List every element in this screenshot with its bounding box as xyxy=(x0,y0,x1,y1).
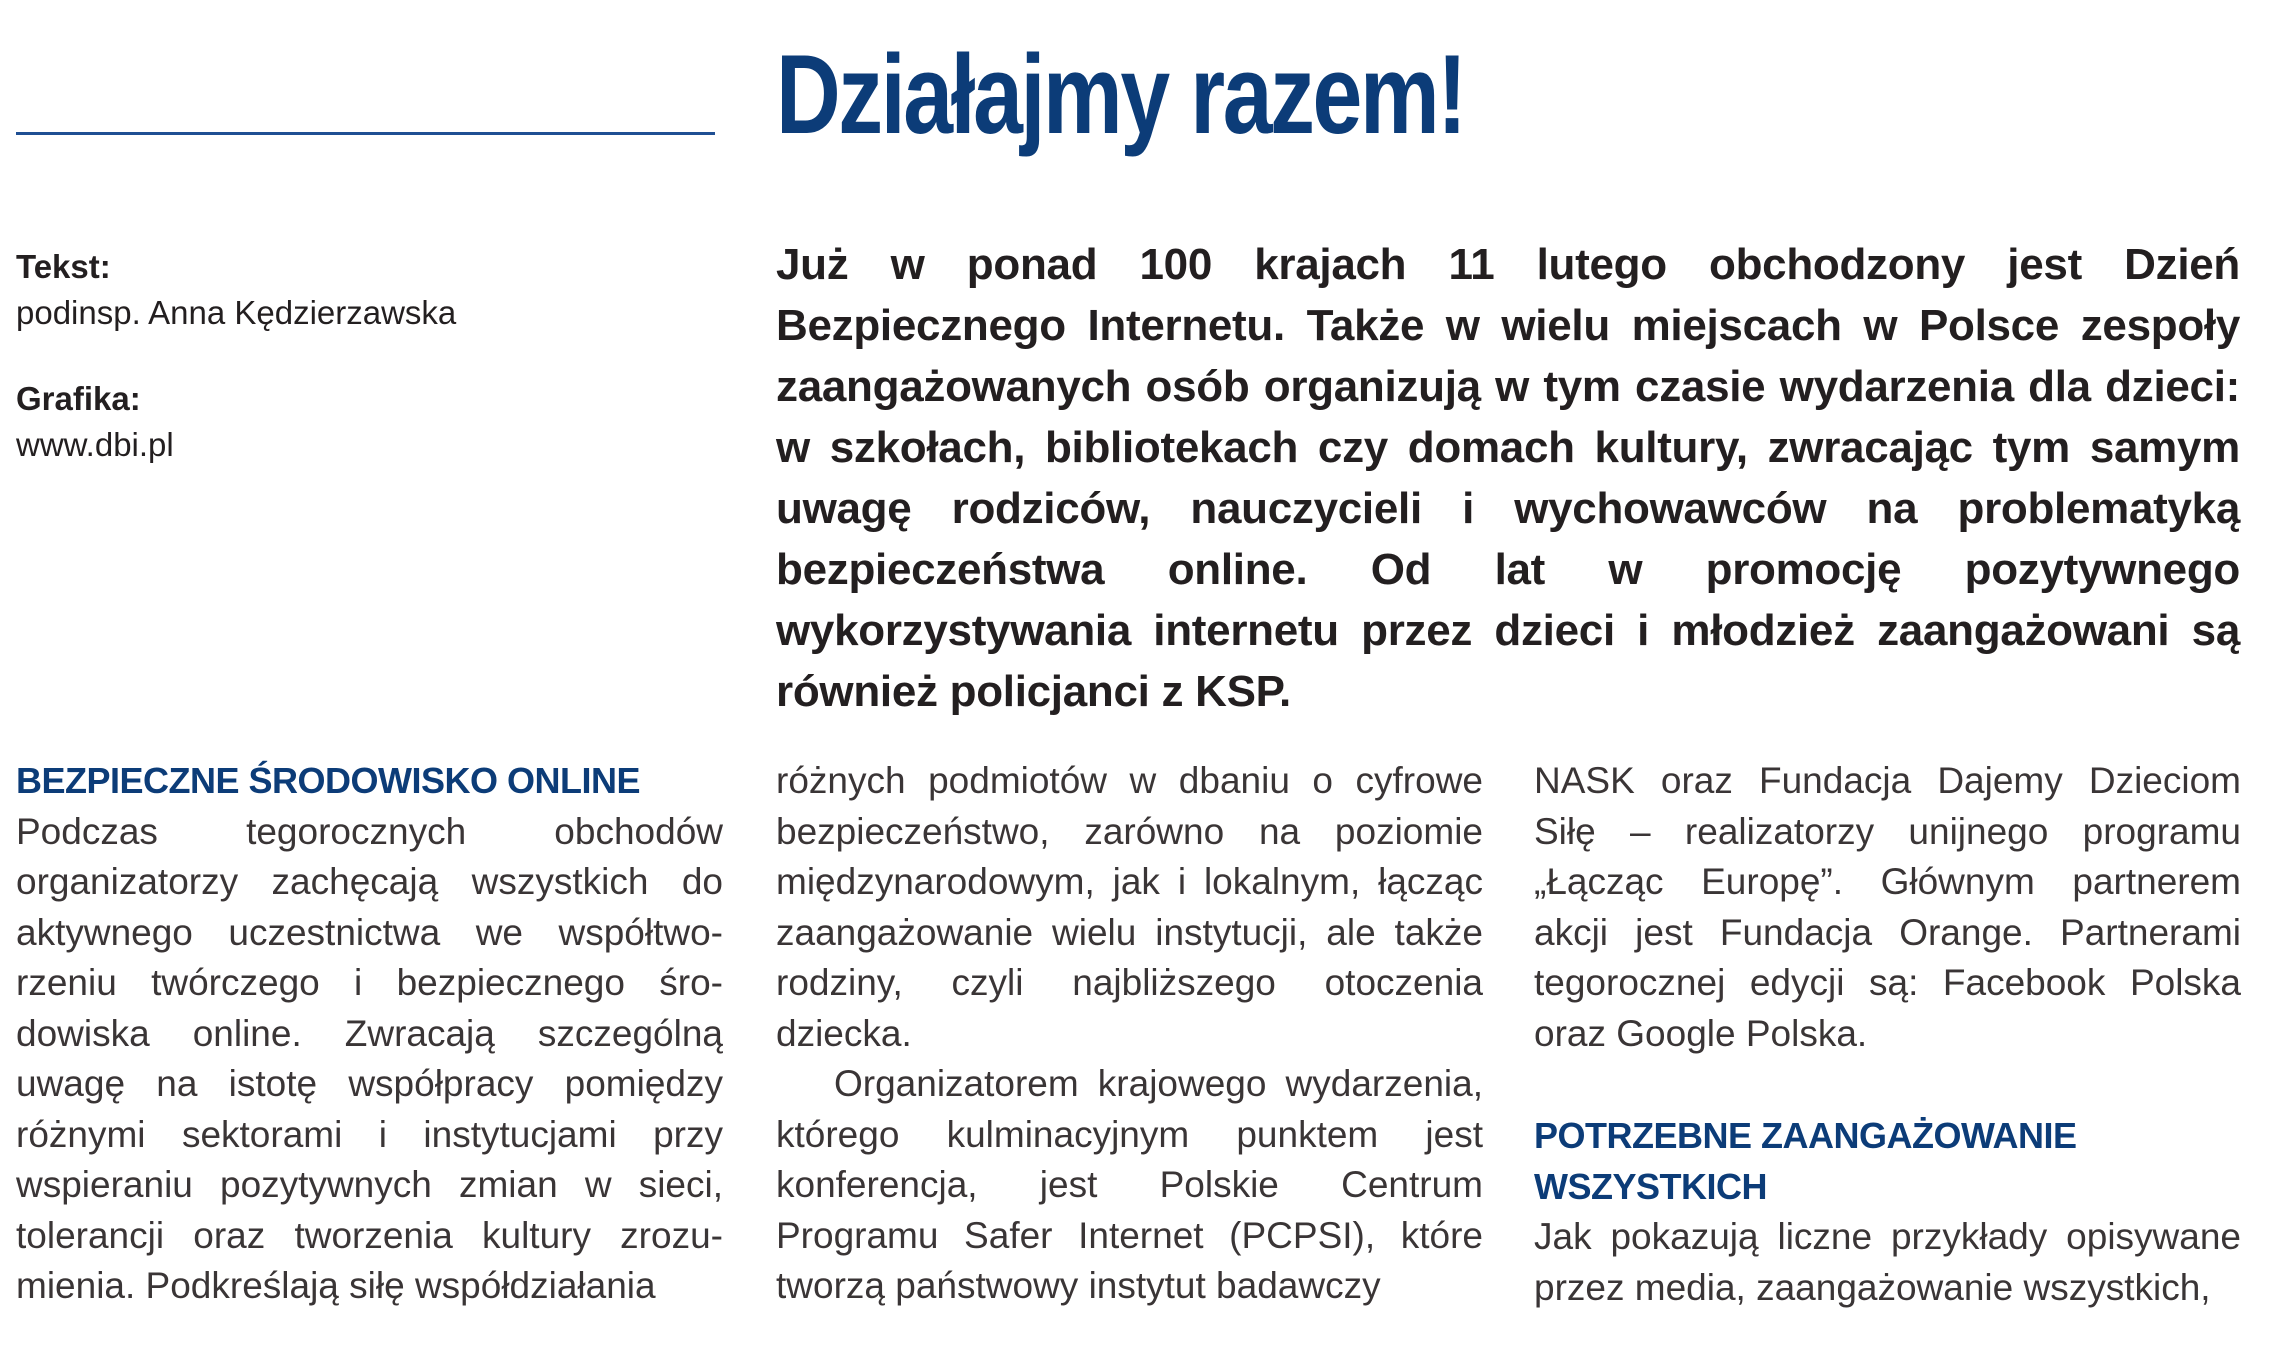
header-rule xyxy=(16,132,715,135)
column-3 xyxy=(1534,756,2241,1313)
column-2-paragraph-2: Organizatorem krajowego wydarzenia, którego kulminacyjnym punktem jest konferencja, jest Polskie Centrum Programu Safer Internet (PCPSI), które tworzą państwowy instytut badawczy xyxy=(776,1063,1483,1306)
column-3-paragraph-2: Jak pokazują liczne przykłady opisywane przez media, zaangażowanie wszystkich, xyxy=(1534,1216,2241,1308)
article-lead: Już w ponad 100 krajach 11 lutego obchodzony jest Dzień Bezpiecznego Internetu. Także w wielu miejscach w Polsce zespoły zaangażowanych osób organizują w tym czasie wydarzenia dla dzieci: w szkołach, bibliotekach czy domach kultury, zwracając tym samym uwagę rodziców, nauczycieli i wychowawców na problematyką bezpieczeństwa online. Od lat w promocję pozytywnego wykorzystywania internetu przez dzieci i młodzież zaangażowani są również policjanci z KSP. xyxy=(776,240,2240,716)
graphics-credit-source: www.dbi.pl xyxy=(16,426,174,463)
graphics-credit-label: Grafika: xyxy=(16,380,141,417)
article-credits xyxy=(16,244,696,468)
column-2-paragraph-1: różnych podmiotów w dbaniu o cyfrowe bezpieczeństwo, zarówno na poziomie międzynarodowym, jak i lokalnym, łącząc zaangażowanie wielu instytucji, ale także rodziny, czyli najbliższego otoczenia dziecka. xyxy=(776,760,1483,1054)
column-1 xyxy=(16,756,723,1312)
text-credit-author: podinsp. Anna Kędzierzawska xyxy=(16,294,457,331)
column-1-paragraph: Podczas tegorocznych obchodów organizatorzy zachęcają wszystkich do aktywnego uczestnictwa we współtworzeniu twórczego i bezpiecznego środowiska online. Zwracają szczególną uwagę na istotę współpracy pomiędzy różnymi sektorami i instytucjami przy wspieraniu pozytywnych zmian w sieci, tolerancji oraz tworzenia kultury zrozumienia. Podkreślają siłę współdziałania xyxy=(16,810,723,1306)
article-title: Działajmy razem! xyxy=(776,32,1465,157)
section-heading-engagement: POTRZEBNE ZAANGAŻOWANIE WSZYSTKICH xyxy=(1534,1115,2077,1207)
section-heading-safe-environment: BEZPIECZNE ŚRODOWISKO ONLINE xyxy=(16,760,641,801)
column-3-paragraph-1: NASK oraz Fundacja Dajemy Dzieciom Siłę – realizatorzy unijnego programu „Łącząc Europę”. Głównym partnerem akcji jest Fundacja Orange. Partnerami tegorocznej edycji są: Facebook Polska oraz Google Polska. xyxy=(1534,760,2241,1054)
text-credit-label: Tekst: xyxy=(16,248,111,285)
column-2 xyxy=(776,756,1483,1312)
